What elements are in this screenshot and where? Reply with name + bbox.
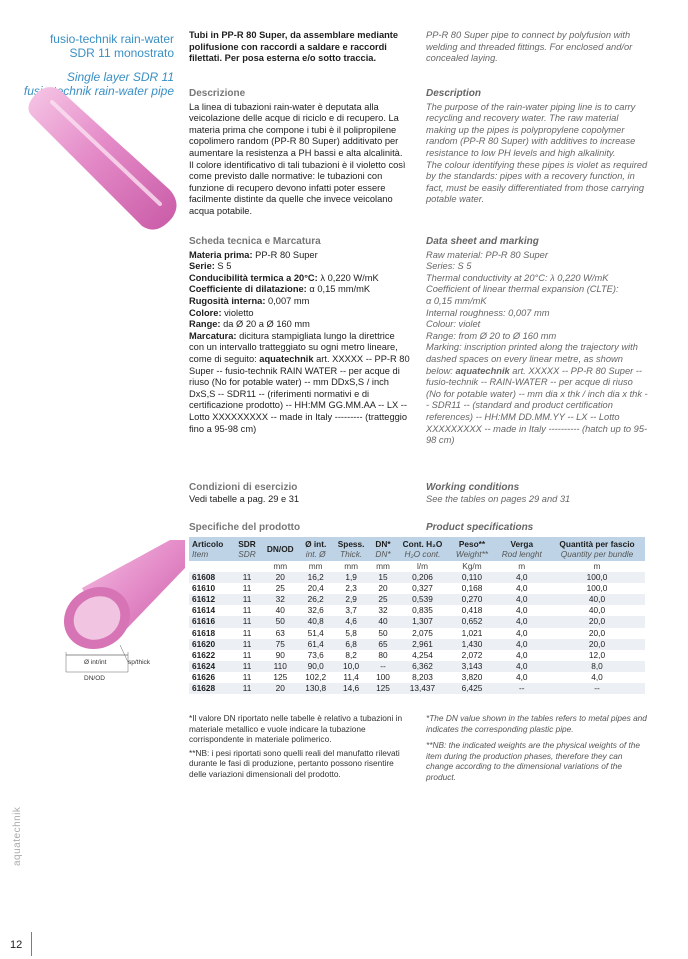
footnote-en-2: **NB: the indicated weights are the physical weights of the item during the production phases, therefore they can change according to the dimensional variations of the product. xyxy=(426,740,640,782)
ds-en-6: Colour: violet xyxy=(426,319,481,330)
table-cell: 1,9 xyxy=(332,572,371,583)
table-cell: 90 xyxy=(275,649,285,660)
description-it xyxy=(189,88,411,218)
table-cell: 75 xyxy=(261,639,300,650)
table-cell: 61616 xyxy=(189,616,233,627)
table-cell: 61620 xyxy=(189,639,233,650)
table-cell: 61628 xyxy=(189,683,233,694)
datasheet-en-title: Data sheet and marking xyxy=(426,236,539,247)
dnod-label: DN/OD xyxy=(84,675,105,682)
th-qty: Quantità per fascio Quantity per bundle xyxy=(549,537,645,561)
table-cell: 61612 xyxy=(189,594,233,605)
ds-it-3: Coefficiente di dilatazione: α 0,15 mm/mK xyxy=(189,284,371,295)
table-cell: 0,418 xyxy=(461,605,483,616)
side-title-line1: fusio-technik rain-water xyxy=(49,32,174,46)
side-title-line3: Single layer SDR 11 xyxy=(66,70,174,84)
table-cell: 0,110 xyxy=(449,572,494,583)
table-cell: 14,6 xyxy=(332,683,371,694)
table-cell: 61624 xyxy=(189,661,233,672)
description-it-p2: Il colore identificativo di tali tubazioni è il violetto così come previsto dalle normative: le tubazioni con funzione di recupero devono infatti poter essere facilmente distinte da quelle che invece veicolano acqua potabile. xyxy=(189,159,406,216)
description-en-p1: The purpose of the rain-water piping line is to carry recycling and recovery water. The raw material making up the pipes is polypropylene copolymer random (PP-R 80 Super) with additives to increase resistance to low PH levels and high alkalinity. xyxy=(426,101,636,158)
description-en xyxy=(426,88,648,206)
table-cell: 61626 xyxy=(192,671,216,682)
table-cell: 40 xyxy=(275,605,285,616)
table-cell: 20,0 xyxy=(588,627,606,638)
table-cell: 40,8 xyxy=(300,616,332,627)
description-en-title: Description xyxy=(426,88,482,99)
table-cell: 20 xyxy=(261,683,300,694)
side-title-line2: SDR 11 monostrato xyxy=(69,46,174,60)
specs-it-title: Specifiche del prodotto xyxy=(189,522,301,533)
th-dn: DN* DN* xyxy=(370,537,395,561)
table-row xyxy=(189,605,645,616)
table-cell: 10,0 xyxy=(332,661,371,672)
table-cell: 5,8 xyxy=(345,627,357,638)
table-cell: 100 xyxy=(376,671,390,682)
table-cell: 50 xyxy=(378,627,388,638)
ds-en-1: Series: S 5 xyxy=(426,261,472,272)
ds-it-1: Serie: S 5 xyxy=(189,261,232,272)
table-cell: 102,2 xyxy=(305,671,327,682)
table-cell: 73,6 xyxy=(307,649,324,660)
table-cell: 11 xyxy=(242,583,252,594)
ds-it-6: Range: da Ø 20 a Ø 160 mm xyxy=(189,319,310,330)
table-cell: 0,652 xyxy=(449,616,494,627)
conditions-en-text: See the tables on pages 29 and 31 xyxy=(426,493,571,504)
table-cell: 61610 xyxy=(192,583,216,594)
table-cell: 61,4 xyxy=(300,639,332,650)
table-cell: 4,0 xyxy=(515,627,528,638)
table-cell: 2,075 xyxy=(412,627,433,638)
table-cell: 90,0 xyxy=(300,661,332,672)
table-cell: 0,539 xyxy=(396,594,450,605)
table-cell: 61622 xyxy=(192,649,216,660)
table-cell: 8,2 xyxy=(345,649,357,660)
table-cell: 26,2 xyxy=(300,594,332,605)
table-cell: 4,0 xyxy=(495,616,550,627)
table-cell: 11 xyxy=(242,671,252,682)
table-cell: 4,0 xyxy=(495,572,550,583)
table-cell: 110 xyxy=(261,661,300,672)
table-cell: 6,362 xyxy=(396,661,450,672)
ds-en-4: α 0,15 mm/mK xyxy=(426,295,487,306)
table-cell: 25 xyxy=(370,594,395,605)
table-cell: 32,6 xyxy=(307,605,324,616)
sp-label: sp/thick xyxy=(128,659,151,666)
table-cell: 13,437 xyxy=(396,683,450,694)
table-cell: 61614 xyxy=(192,605,216,616)
spec-table xyxy=(189,537,645,694)
table-cell: 4,6 xyxy=(332,616,371,627)
table-row xyxy=(189,616,645,627)
table-cell: 4,254 xyxy=(412,649,433,660)
table-cell: 6,8 xyxy=(332,639,371,650)
table-cell: 20 xyxy=(378,583,388,594)
table-cell: 0,327 xyxy=(412,583,433,594)
table-cell: 125 xyxy=(273,671,288,682)
table-cell: 63 xyxy=(275,627,285,638)
table-cell: 2,9 xyxy=(332,594,371,605)
table-cell: 1,430 xyxy=(449,639,494,650)
table-cell: 1,021 xyxy=(461,627,483,638)
table-units-row: mm mm mm mm l/m Kg/m m m xyxy=(189,561,645,572)
th-weight: Peso** Weight** xyxy=(449,537,494,561)
conditions-it-title: Condizioni di esercizio xyxy=(189,482,298,493)
th-cont: Cont. H₂O H₂O cont. xyxy=(396,537,450,561)
table-row xyxy=(189,650,645,661)
table-cell: 2,3 xyxy=(345,583,357,594)
pipe-image xyxy=(22,86,182,236)
table-cell: 11 xyxy=(233,683,261,694)
th-item: Articolo Item xyxy=(189,537,233,561)
table-cell: 11 xyxy=(233,661,261,672)
table-row xyxy=(189,639,645,650)
table-cell: 6,425 xyxy=(449,683,494,694)
table-cell: 80 xyxy=(378,649,388,660)
table-row xyxy=(189,594,645,605)
table-cell: 130,8 xyxy=(300,683,332,694)
ds-en-2: Thermal conductivity at 20°C: λ 0,220 W/mK xyxy=(426,272,609,283)
intro-it: Tubi in PP-R 80 Super, da assemblare mediante polifusione con raccordi a saldare e raccordi filettati. Per posa esterna e/o sotto traccia. xyxy=(189,30,399,64)
conditions-en-title: Working conditions xyxy=(426,482,520,493)
footnote-it-2: **NB: i pesi riportati sono quelli reali del manufatto rilevati durante le fasi di produzione, pertanto possono risentire delle variazioni dimensionali del prodotto. xyxy=(189,747,400,779)
table-cell: 1,307 xyxy=(396,616,450,627)
table-cell: 4,0 xyxy=(495,639,550,650)
side-title-line4: fusio-technik rain-water pipe xyxy=(23,84,174,98)
table-cell: 4,0 xyxy=(515,583,528,594)
table-cell: 125 xyxy=(370,683,395,694)
brand-vertical: aquatechnik xyxy=(12,806,23,866)
table-cell: 12,0 xyxy=(588,649,606,660)
table-header-row xyxy=(189,537,645,561)
table-cell: 4,0 xyxy=(515,605,528,616)
table-cell: 11 xyxy=(242,605,252,616)
table-cell: 8,0 xyxy=(549,661,645,672)
table-cell: 4,0 xyxy=(495,594,550,605)
table-cell: 20,0 xyxy=(549,639,645,650)
specs-en-title: Product specifications xyxy=(426,522,534,533)
conditions-en xyxy=(426,482,648,505)
table-cell: 32 xyxy=(261,594,300,605)
th-sdr: SDR SDR xyxy=(233,537,261,561)
table-cell: 20,0 xyxy=(549,616,645,627)
table-cell: 40,0 xyxy=(549,594,645,605)
table-row xyxy=(189,683,645,694)
table-cell: 3,820 xyxy=(461,671,483,682)
table-cell: 0,835 xyxy=(412,605,433,616)
table-cell: 51,4 xyxy=(307,627,324,638)
ds-en-7: Range: from Ø 20 to Ø 160 mm xyxy=(426,330,557,341)
datasheet-it-title: Scheda tecnica e Marcatura xyxy=(189,236,321,247)
table-cell: 16,2 xyxy=(300,572,332,583)
table-cell: 15 xyxy=(370,572,395,583)
table-cell: 11 xyxy=(233,639,261,650)
table-row xyxy=(189,583,645,594)
table-cell: 0,270 xyxy=(449,594,494,605)
table-cell: 0,168 xyxy=(461,583,483,594)
ds-en-marking: Marking: inscription printed along the trajectory with dashed spaces on every linear metre, as shown below: aquatechnik art. XXXXX -- PP-R 80 Super -- fusio-technik -- RAIN-WATER -- per acque di riuso (No for potable water) -- mm dia x thk / inch dia x thk -- SDR11 -- (standard and product certification references) -- HH:MM DD.MM.YY -- LX -- Lotto XXXXXXXXX -- made in Italy ---------- (hatch up to 95-98 cm) xyxy=(426,342,648,446)
ds-it-0: Materia prima: PP-R 80 Super xyxy=(189,249,318,260)
table-cell: 65 xyxy=(370,639,395,650)
pipe-section-diagram xyxy=(30,540,185,690)
description-it-title: Descrizione xyxy=(189,88,246,99)
ds-it-marking: Marcatura: dicitura stampigliata lungo la direttrice con un intervallo tratteggiato su ogni metro lineare, come di seguito: aquatechnik art. XXXXX -- PP-R 80 Super -- fusio-technik RAIN WATER -- per acque di riuso (No for potable water) -- mm DDxS,S / inch DxS,S -- SDR11 -- (riferimenti normativi e di certificazione prodotto) -- HH:MM GG.MM.AA -- LX -- Lotto XXXXXXXXX -- made in Italy --------- (tratteggio fino a 95-98 cm) xyxy=(189,330,410,434)
table-cell: 2,961 xyxy=(396,639,450,650)
table-cell: 11 xyxy=(233,572,261,583)
intro-en: PP-R 80 Super pipe to connect by polyfusion with welding and threaded fittings. For enclosed and/or concealed laying. xyxy=(426,30,633,64)
page-number: 12 xyxy=(10,939,23,951)
table-cell: 40 xyxy=(370,616,395,627)
ds-en-0: Raw material: PP-R 80 Super xyxy=(426,249,548,260)
th-thick: Spess. Thick. xyxy=(332,537,371,561)
datasheet-it xyxy=(189,236,411,435)
table-cell: 32 xyxy=(378,605,388,616)
table-row xyxy=(189,572,645,583)
table-cell: 61618 xyxy=(192,627,216,638)
table-cell: -- xyxy=(370,661,395,672)
table-cell: 11 xyxy=(242,649,252,660)
conditions-it xyxy=(189,482,411,505)
ds-it-4: Rugosità interna: 0,007 mm xyxy=(189,295,310,306)
dint-label: Ø int/int xyxy=(84,659,107,666)
table-cell: 4,0 xyxy=(515,671,528,682)
table-cell: 8,203 xyxy=(412,671,433,682)
conditions-it-text: Vedi tabelle a pag. 29 e 31 xyxy=(189,493,300,504)
table-cell: 61608 xyxy=(189,572,233,583)
table-cell: 4,0 xyxy=(591,671,603,682)
ds-it-5: Colore: violetto xyxy=(189,307,254,318)
description-it-p1: La linea di tubazioni rain-water è deputata alla veicolazione delle acque di riciclo e di recupero. La materia prima che compone i tubi è il polipropilene copolimero random (PP-R 80 Super) additivato per aumentare la resistenza a PH bassi e alta alcalinità. xyxy=(189,101,403,158)
footnote-it-1: *Il valore DN riportato nelle tabelle è relativo a tubazioni in materiale metallico e vuole indicare la tubazione corrispondente in materiale polimerico. xyxy=(189,713,403,744)
table-cell: 20 xyxy=(261,572,300,583)
table-cell: 11 xyxy=(233,594,261,605)
table-row xyxy=(189,628,645,639)
th-rod: Verga Rod lenght xyxy=(495,537,550,561)
table-cell: 40,0 xyxy=(588,605,606,616)
footnote-en-1: *The DN value shown in the tables refers to metal pipes and indicates the corresponding plastic pipe. xyxy=(426,713,647,734)
page-rule xyxy=(31,932,32,956)
description-en-p2: The colour identifying these pipes is violet as required by the standards: pipes with a recovery function, in fact, must be easily differentiated from those carrying potable water. xyxy=(426,159,648,205)
table-cell: 2,072 xyxy=(461,649,483,660)
table-cell: 11,4 xyxy=(343,671,359,682)
table-cell: 100,0 xyxy=(549,572,645,583)
th-dnod: DN/OD xyxy=(261,537,300,561)
table-row xyxy=(189,672,645,683)
footnotes-it xyxy=(189,713,411,779)
table-cell: 11 xyxy=(242,627,252,638)
table-cell: 0,206 xyxy=(396,572,450,583)
ds-en-3: Coefficient of linear thermal expansion (CLTE): xyxy=(426,284,619,295)
datasheet-en xyxy=(426,236,648,447)
table-cell: -- xyxy=(549,683,645,694)
table-cell: 50 xyxy=(261,616,300,627)
th-int: Ø int. int. Ø xyxy=(300,537,332,561)
table-row xyxy=(189,661,645,672)
footnotes-en xyxy=(426,713,648,782)
table-cell: 3,143 xyxy=(449,661,494,672)
ds-en-5: Internal roughness: 0,007 mm xyxy=(426,307,550,318)
ds-it-2: Conducibilità termica a 20°C: λ 0,220 W/mK xyxy=(189,272,379,283)
table-cell: 3,7 xyxy=(345,605,357,616)
table-cell: 4,0 xyxy=(515,649,528,660)
table-cell: 11 xyxy=(233,616,261,627)
table-cell: 25 xyxy=(275,583,285,594)
table-cell: 100,0 xyxy=(586,583,608,594)
table-cell: 4,0 xyxy=(495,661,550,672)
table-cell: 20,4 xyxy=(307,583,324,594)
table-cell: -- xyxy=(495,683,550,694)
